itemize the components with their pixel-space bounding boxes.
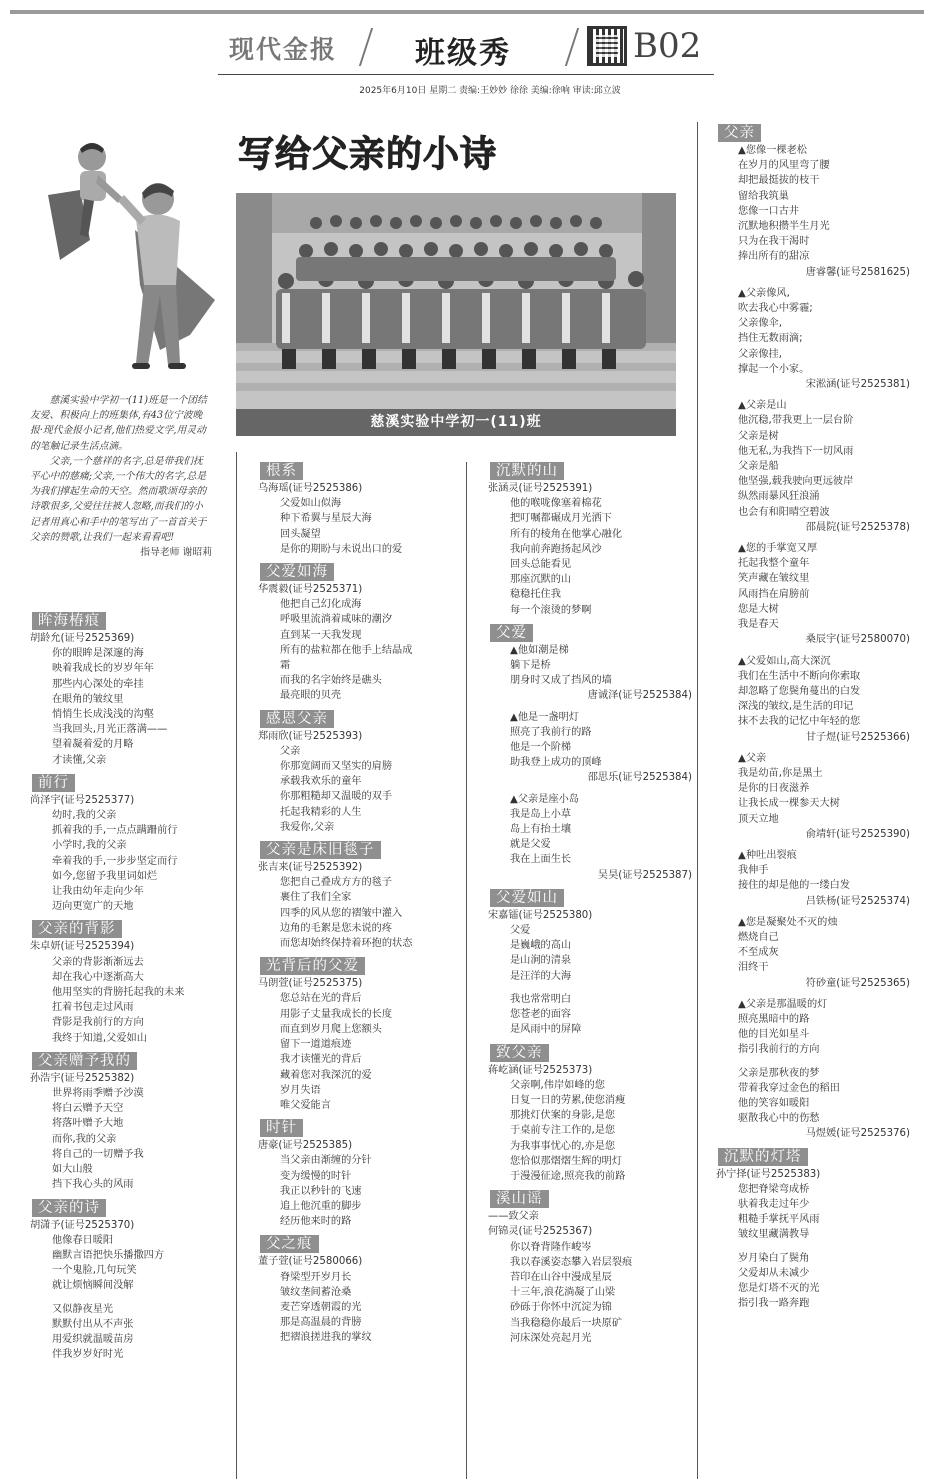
poem-line: 默默付出从不声张 [52,1318,134,1330]
poem-line: 笑声藏在皱纹里 [738,573,810,585]
poem-line: 却在我心中逐渐高大 [52,971,144,983]
poem-line: 在眼角的皱纹里 [52,693,124,705]
poem-signature: 桑辰宇(证号2580070) [805,634,910,646]
poem-line: 捧出所有的甜凉 [738,251,810,263]
poem-section [258,710,464,835]
poem-signature: 甘子煜(证号2525366) [805,731,910,743]
poem-line: 麦芒穿透朝霞的光 [280,1301,362,1313]
poem-line: 呼吸里流淌着咸味的潮汐 [280,614,393,626]
poem-line: 扛着书包走过风雨 [52,1002,134,1014]
poem-signature: 宋淞涵(证号2525381) [805,379,910,391]
poem-line: 裹住了我们全家 [280,892,352,904]
poem-section [488,462,694,618]
poem-signature: 俞靖轩(证号2525390) [805,828,910,840]
poem-line: 将白云赠予天空 [52,1103,124,1115]
poem-line: 于桌前专注工作的,是您 [510,1125,616,1137]
poem-section [30,612,236,768]
poem-line: 风雨挡在肩膀前 [738,588,810,600]
poem-line: 您是大树 [738,603,779,615]
poem-line: 他的目光如星斗 [738,1029,810,1041]
poem-line: 十三年,浪花淌凝了山梁 [510,1287,616,1299]
poem-line: 我以春溪姿态攀入岩层裂痕 [510,1256,633,1268]
father-child-illustration-icon [40,135,220,380]
poem-author: 何锦灵(证号2525367) [488,1226,593,1238]
poem-heading: 父亲的背影 [32,920,122,938]
page-number: B02 [633,26,702,66]
poem-line: 变为缓慢的时针 [280,1170,352,1182]
poem-line: 抓着我的手,一点点蹒跚前行 [52,825,178,837]
poem-line: 回头凝望 [280,528,321,540]
poem-section [716,398,912,535]
poem-line: 我爱你,父亲 [280,821,335,833]
poem-line: 当我回头,月光正落满—— [52,724,168,736]
poem-line: 带着我穿过金色的稻田 [738,1082,840,1094]
divider [565,28,579,66]
poem-author: 宋嘉镭(证号2525380) [488,909,593,921]
poem-line: 你的眼眸是深邃的海 [52,648,144,660]
poem-heading: 感恩父亲 [260,710,334,728]
poem-line: 而我的名字始终是礁头 [280,675,382,687]
poem-line: 指引我前行的方向 [738,1044,820,1056]
poem-line: 你那宽阔而又坚实的肩膀 [280,761,393,773]
column-divider [236,452,237,1479]
poem-line: 背影是我前行的方向 [52,1017,144,1029]
poem-line: 脊梁型开岁月长 [280,1271,352,1283]
poem-section [716,997,912,1142]
poem-line: 承载我欢乐的童年 [280,776,362,788]
poem-signature: 邵思乐(证号2525384) [587,772,692,784]
poem-line: 托起我精彩的人生 [280,806,362,818]
poem-line: 他沉稳,带我更上一层台阶 [738,415,854,427]
poem-signature: 符砂童(证号2525365) [805,977,910,989]
poem-heading: 光背后的父爱 [260,957,365,975]
poem-line: 稳稳托住我 [510,589,561,601]
poem-line: 挡下我心头的风雨 [52,1179,134,1191]
poem-column-2 [258,456,464,1346]
poem-heading: 致父亲 [490,1044,549,1062]
poem-author: 唐豪(证号2525385) [258,1140,353,1152]
poem-line: 是你的期盼与未说出口的爱 [280,543,403,555]
poem-signature: 唐诚泽(证号2525384) [587,690,692,702]
photo-caption: 慈溪实验中学初一(11)班 [236,409,676,436]
poem-line: 我终于知道,父爱如山 [52,1032,147,1044]
poem-line: ▲父爱如山,高大深沉 [738,655,831,667]
poem-line: 也会有和阳晴空碧波 [738,506,830,518]
poem-line: 就是父爱 [510,839,551,851]
poem-line: 让我长成一棵参天大树 [738,798,840,810]
poem-line: 苔印在山谷中漫成星辰 [510,1271,612,1283]
poem-line: 我是岛上小草 [510,808,572,820]
poem-line: 岁月失语 [280,1084,321,1096]
poem-line: 我向前奔跑扬起风沙 [510,543,602,555]
poem-heading: 前行 [32,774,75,792]
poem-heading: 父亲是床旧毯子 [260,841,381,859]
poem-line: 他像春日暖阳 [52,1234,114,1246]
poem-author: 孙宁择(证号2525383) [716,1168,821,1180]
poem-line: 父亲 [280,745,301,757]
poem-line: 为我事事忧心的,亦是您 [510,1140,616,1152]
poem-line: 世界将雨季赠予沙漠 [52,1088,144,1100]
poem-line: 伴我岁岁好时光 [52,1349,124,1361]
poem-line: 岁月染白了鬓角 [738,1252,810,1264]
poem-section [716,654,912,745]
poem-line: 那座沉默的山 [510,574,572,586]
poem-section [258,1119,464,1229]
poem-line: 霜 [280,660,291,672]
poem-author: 朱卓妍(证号2525394) [30,941,135,953]
poem-line: 我是春天 [738,619,779,631]
poem-line: 驮着我走过年少 [738,1199,810,1210]
poem-line: 让我由幼年走向少年 [52,886,144,898]
poem-line: 我在上面生长 [510,854,572,866]
poem-line: 所有的盐粒都在他手上结晶成 [280,644,413,656]
poem-line: 那是高温晨的背膀 [280,1317,362,1329]
poem-line: ▲他如潮是梯 [510,644,569,656]
poem-line: 父亲啊,伟岸如峰的您 [510,1079,605,1091]
poem-heading: 溪山谣 [490,1190,549,1208]
poem-line: 我也常常明白 [510,993,572,1005]
poem-line: 是山涧的清泉 [510,955,572,967]
poem-section [30,1052,236,1193]
poem-section [716,751,912,842]
poem-line: 照亮了我前行的路 [510,726,592,738]
poem-signature: 唐睿馨(证号2581625) [805,266,910,278]
poem-line: 岛上有抬土壤 [510,824,572,836]
poem-line: 如大山般 [52,1164,93,1176]
poem-line: 沉默地积攒半生月光 [738,221,830,233]
column-divider [697,122,698,1479]
poem-line: 您把脊梁弯成桥 [738,1183,810,1195]
paper-name: 现代金报 [229,35,338,64]
poem-line: 他是一个阶梯 [510,742,572,754]
poem-line: 直到某一天我发现 [280,629,362,641]
poem-author: 董子萱(证号2580066) [258,1256,363,1268]
masthead-rule [218,74,714,75]
poem-line: 牵着我的手,一步步坚定而行 [52,855,178,867]
poem-line: 是风雨中的屏障 [510,1024,582,1036]
poem-line: ▲父亲是那温暖的灯 [738,998,828,1010]
poem-line: 父亲像伞, [738,318,782,330]
intro-paragraph: 慈溪实验中学初一(11)班是一个团结友爱、积极向上的班集体,有43位宁波晚报·现代金报小记者,他们热爱文学,用灵动的笔触记录生活点滴。 [30,395,207,452]
poem-author: 张吉来(证号2525392) [258,862,363,874]
poem-line: 皱纹里藏满教导 [738,1229,810,1241]
poem-heading: 沉默的灯塔 [718,1148,808,1166]
poem-author: 张涵灵(证号2525391) [488,483,593,494]
poem-line: 纵然雨暴风狂浪涌 [738,491,820,503]
poem-line: 幽默言语把快乐播撒四方 [52,1249,165,1261]
poem-line: 父亲是树 [738,430,779,442]
poem-section [716,286,912,392]
poem-line: 用爱织就温暖苗房 [52,1333,134,1345]
poem-section [716,1148,912,1312]
poem-heading: 沉默的山 [490,462,564,480]
poem-author: 尚泽宇(证号2525377) [30,794,135,806]
poem-heading: 父亲 [718,124,761,142]
poem-line: 河床深处亮起月光 [510,1332,592,1344]
poem-column-3 [488,456,694,1346]
poem-line: 砂砾于你怀中沉淀为锦 [510,1302,612,1314]
poem-line: 他的喉咙像塞着棉花 [510,498,602,510]
poem-section [258,841,464,951]
poem-author: 孙浩宇(证号2525382) [30,1072,135,1084]
poem-line: 我正以秒针的飞速 [280,1185,362,1197]
poem-line: 却忽略了您鬓角蔓出的白发 [738,685,861,697]
poem-author: 胡龄允(证号2525369) [30,633,135,644]
poem-line: 父爱如山似海 [280,498,342,510]
poem-section [716,848,912,909]
poem-line: 父亲是那秋夜的梦 [738,1067,820,1079]
poem-section [258,957,464,1113]
poem-section [716,124,912,280]
poem-line: 深浅的皱纹,是生活的印记 [738,701,854,713]
poem-section [258,563,464,704]
poem-line: 躺下是桥 [510,660,551,672]
poem-heading: 父亲的诗 [32,1199,106,1217]
poem-author: 华震毅(证号2525371) [258,584,363,596]
poem-line: 我是幼苗,你是黑土 [738,767,823,779]
poem-line: 把叮嘱都碾成月光洒下 [510,513,612,525]
poem-section [488,624,694,704]
poem-line: 父亲的背影渐渐远去 [52,956,144,968]
poem-section [716,915,912,991]
poem-line: 粗糙手掌抚平风雨 [738,1214,820,1226]
poem-line: 父亲是船 [738,461,779,473]
poem-signature: 吕铁杨(证号2525374) [805,895,910,907]
poem-line: 我们在生活中不断向你索取 [738,670,861,682]
class-photo-image-icon [236,193,676,409]
poem-line: 又似静夜星光 [52,1303,114,1315]
qr-code-icon[interactable] [587,26,627,66]
poem-line: 将自己的一切赠予我 [52,1148,144,1160]
poem-line: 您把自己叠成方方的毯子 [280,877,393,889]
poem-line: 当父亲由渐缠的分针 [280,1155,372,1167]
poem-line: ▲父亲是座小岛 [510,793,579,805]
poem-line: 才读懂,父亲 [52,754,107,766]
column-divider [466,462,467,1479]
intro-paragraph: 父亲,一个慈祥的名字,总是带我们抚平心中的慈痛;父亲,一个伟大的名字,总是为我们撑起生命的天空。然而歌颂母亲的诗歌很多,父爱往往被人忽略,而我们的小记者用真心和手中的笔写出了一首首关于父亲的赞歌,让我们一起来看看吧! [30,455,207,543]
poem-heading: 眸海椿痕 [32,612,106,630]
poem-line: 您总站在光的背后 [280,993,362,1005]
poem-line: 映着我成长的岁岁年年 [52,663,154,675]
poem-line: 经历他来时的路 [280,1216,352,1228]
divider [359,28,373,66]
poem-line: ▲您的手掌宽又厚 [738,543,818,555]
poem-line: 边角的毛絮是您未说的疼 [280,922,393,934]
poem-line: 驱散我心中的伤愁 [738,1113,820,1125]
poem-signature: 邵晨院(证号2525378) [805,521,910,533]
poem-line: 在岁月的风里弯了腰 [738,160,830,172]
poem-line: 那些内心深处的牵挂 [52,678,144,690]
poem-heading: 父亲赠予我的 [32,1052,137,1070]
poem-heading: 时针 [260,1119,303,1137]
teacher-signature: 指导老师 谢昭莉 [140,547,212,559]
poem-line: 把褶浪搓进我的掌纹 [280,1332,372,1344]
poem-line: 顶天立地 [738,813,779,825]
poem-section [30,920,236,1045]
poem-line: ▲父亲像风, [738,287,790,299]
poem-line: 四季的风从您的褶皱中灌入 [280,907,403,919]
poem-line: 撑起一个小家。 [738,363,810,375]
poem-signature: 吴昊(证号2525387) [597,869,692,881]
poem-line: 是汪洋的大海 [510,970,572,982]
poem-line: 朋身时又成了挡风的墙 [510,675,612,687]
poem-line: 我才读懂光的背后 [280,1054,362,1066]
poem-author: 胡潇予(证号2525370) [30,1219,135,1231]
poem-line: ▲他是一盏明灯 [510,711,579,723]
poem-line: 迈向更宽广的天地 [52,901,134,913]
poem-line: 一个鬼脸,几句玩笑 [52,1265,137,1277]
poem-subtitle: ——致父亲 [488,1211,539,1223]
poem-line: 藏着您对我深沉的爱 [280,1069,372,1081]
poem-heading: 父之痕 [260,1235,319,1253]
poem-line: 就让烦恼瞬间没解 [52,1280,134,1292]
poem-line: 父爱却从未减少 [738,1267,810,1279]
poem-line: 种下希翼与星辰大海 [280,513,372,525]
poem-line: 我伸手 [738,865,769,877]
poem-line: 留下一道道痕迹 [280,1039,352,1051]
poem-section [488,889,694,1038]
poem-line: 您像一口古井 [738,205,800,217]
poem-author: 马朗萱(证号2525375) [258,978,363,990]
poem-line: 追上他沉重的脚步 [280,1200,362,1212]
poem-line: 悄悄生长成浅浅的沟壑 [52,709,154,721]
poem-line: 用影子丈量我成长的长度 [280,1008,393,1020]
poem-line: 他把自己幻化成海 [280,599,362,611]
poem-line: 而您却始终保持着环抱的状态 [280,938,413,950]
poem-column-1 [30,606,236,1362]
poem-line: 皱纹垄间蓄沧桑 [280,1286,352,1298]
poem-line: 却把最挺拔的枝干 [738,175,820,187]
poem-line: 照亮黑暗中的路 [738,1013,810,1025]
poem-line: ▲您是凝聚处不灭的烛 [738,916,838,928]
poem-line: 所有的棱角在他掌心融化 [510,528,623,540]
poem-column-4 [716,118,912,1311]
poem-line: 是巍峨的高山 [510,940,572,952]
poem-line: 他坚强,载我驶向更远彼岸 [738,476,854,488]
poem-line: 幼时,我的父亲 [52,810,117,822]
dateline: 2025年6月10日 星期二 责编:王妙妙 徐徐 美编:徐响 审读:邱立波 [359,86,621,96]
poem-line: 日复一日的劳累,使您消瘦 [510,1094,626,1106]
poem-line: 指引我一路奔跑 [738,1298,810,1310]
poem-line: 您苍老的面容 [510,1009,572,1021]
poem-line: 父爱 [510,925,531,937]
poem-line: 如今,您留予我里词如烂 [52,870,158,882]
poem-line: 小学时,我的父亲 [52,840,127,852]
poem-line: 您是灯塔不灭的光 [738,1283,820,1295]
poem-line: 他的笑容如暖阳 [738,1097,810,1109]
intro-text [30,393,212,560]
poem-line: 挡住无数雨滴; [738,333,803,345]
poem-line: 而你,我的父亲 [52,1133,117,1145]
poem-section [488,710,694,786]
poem-line: 于漫漫征途,照亮我的前路 [510,1170,626,1182]
poem-line: 回头总能看见 [510,559,572,571]
poem-line: 泪终干 [738,962,769,974]
poem-line: 那挑灯伏案的身影,是您 [510,1110,616,1122]
poem-line: 他无私,为我挡下一切风雨 [738,445,854,457]
poem-line: ▲您像一棵老松 [738,145,807,156]
poem-section [488,792,694,883]
poem-author: 郑雨欣(证号2525393) [258,730,363,742]
poem-author: 蒋屹涵(证号2525373) [488,1064,593,1076]
poem-line: 每一个滚烫的梦啊 [510,604,592,616]
top-rule [10,10,924,14]
page-title: 班级秀 [415,36,511,71]
poem-heading: 父爱如山 [490,889,564,907]
poem-line: 当我稳稳你最后一块原矿 [510,1317,623,1329]
poem-line: 父亲像挂, [738,348,782,360]
poem-line: 他用坚实的背膀托起我的未来 [52,987,185,999]
masthead [225,26,715,70]
poem-section [716,541,912,647]
poem-line: 而直到岁月爬上您额头 [280,1023,382,1035]
poem-line: 助我登上成功的顶峰 [510,757,602,769]
poem-line: ▲父亲 [738,752,767,764]
article-title: 写给父亲的小诗 [238,133,498,175]
poem-heading: 根系 [260,462,303,480]
poem-line: ▲种吐出裂痕 [738,849,797,861]
poem-section [30,774,236,915]
poem-line: 是你的日夜滋养 [738,783,810,795]
poem-line: ▲父亲是山 [738,400,787,412]
poem-line: 你以脊背隆作峻岑 [510,1241,592,1253]
poem-signature: 马煜媛(证号2525376) [805,1128,910,1140]
poem-line: 抹不去我的记忆中年轻的您 [738,716,861,728]
poem-line: 望着凝着爱的月略 [52,739,134,751]
poem-section [488,1190,694,1346]
poem-heading: 父爱如海 [260,563,334,581]
poem-line: 最亮眼的贝壳 [280,690,342,702]
class-photo [236,193,676,409]
poem-line: 托起我整个童年 [738,558,810,570]
poem-author: 乌海瑶(证号2525386) [258,483,363,494]
poem-line: 不至成灰 [738,947,779,959]
poem-line: 唯父爱能言 [280,1099,331,1111]
poem-heading: 父爱 [490,624,533,642]
poem-section [258,462,464,557]
poem-line: 你那粗糙却又温暖的双手 [280,791,393,803]
poem-line: 将落叶赠予大地 [52,1118,124,1130]
poem-section [258,1235,464,1345]
poem-line: 只为在我干渴时 [738,236,810,248]
poem-line: 吹去我心中雾霾; [738,303,813,315]
poem-line: 接住的却是他的一缕白发 [738,880,851,892]
poem-line: 燃烧自己 [738,931,779,943]
poem-section [488,1044,694,1185]
poem-line: 留给我筑巢 [738,190,789,202]
poem-line: 您恰似那熠熠生辉的明灯 [510,1155,623,1167]
poem-section [30,1199,236,1363]
